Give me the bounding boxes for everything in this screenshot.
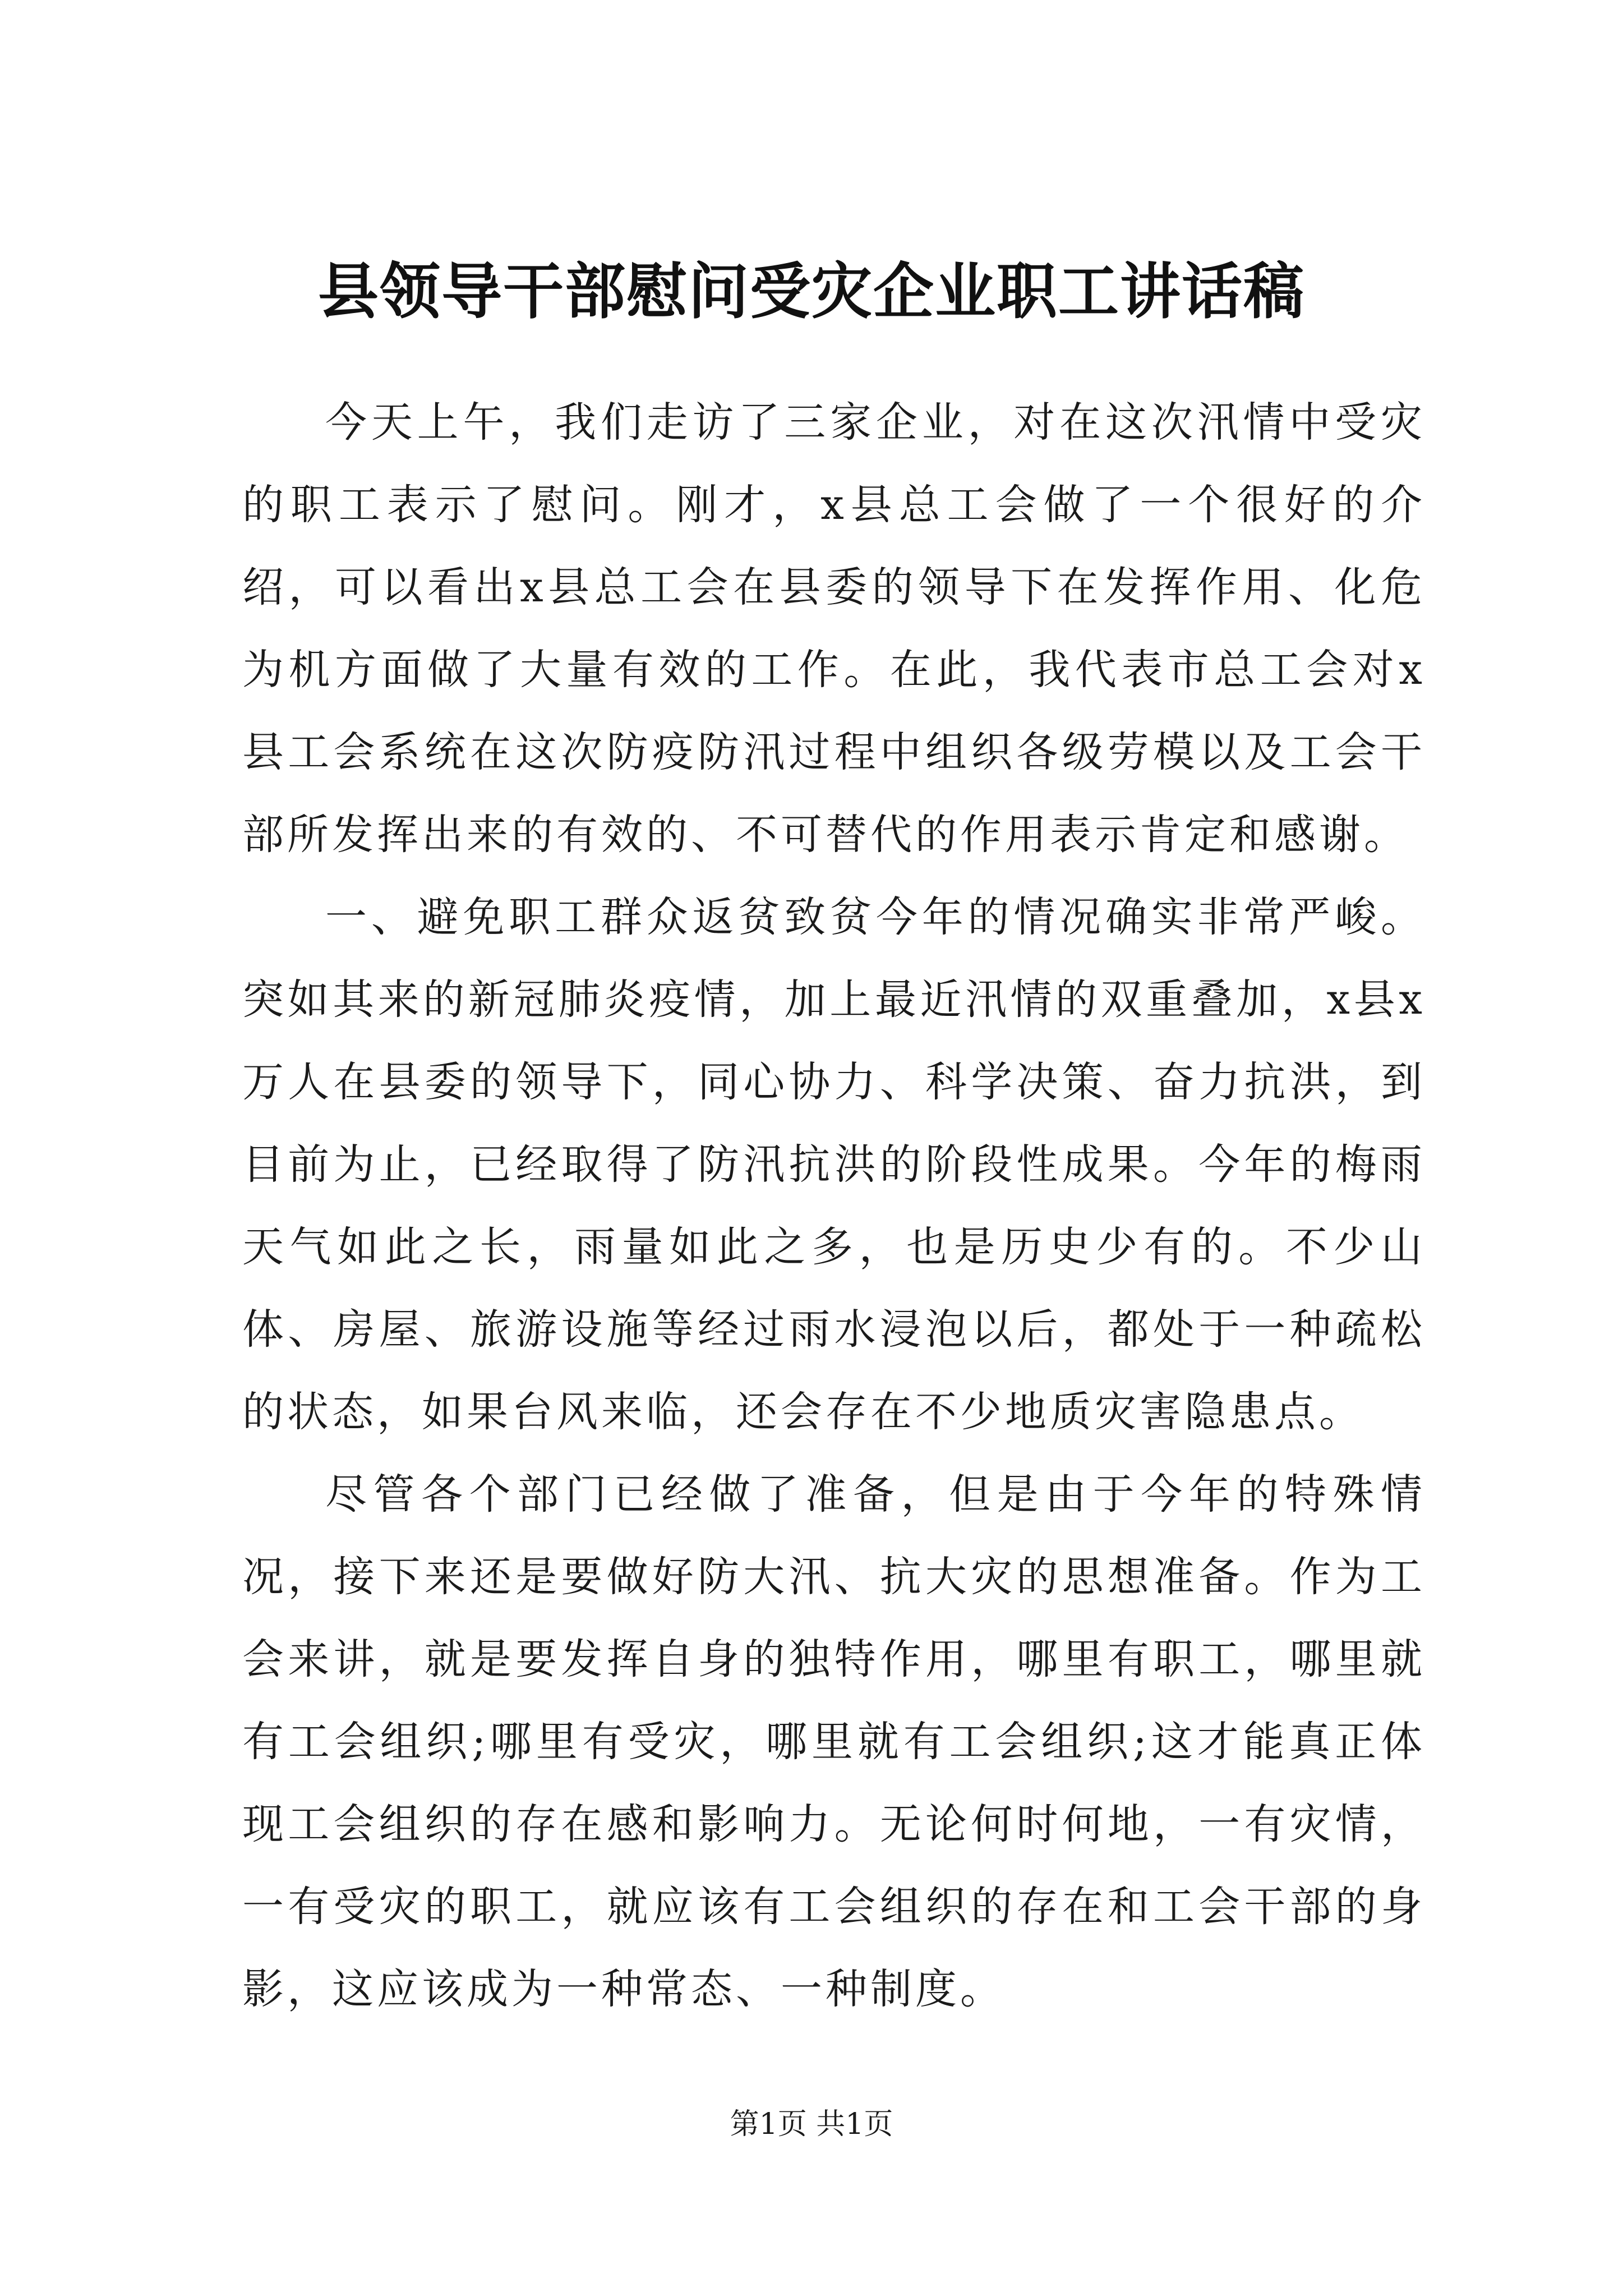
paragraph-intro: 今天上午，我们走访了三家企业，对在这次汛情中受灾的职工表示了慰问。刚才，x县总工会做了一个很好的介绍，可以看出x县总工会在县委的领导下在发挥作用、化危为机方面做了大量有效的工作。在此，我代表市总工会对x县工会系统在这次防疫防汛过程中组织各级劳模以及工会干部所发挥出来的有效的、不可替代的作用表示肯定和感谢。: [242, 398, 1426, 859]
paragraph-preparation: 尽管各个部门已经做了准备，但是由于今年的特殊情况，接下来还是要做好防大汛、抗大灾的思想准备。作为工会来讲，就是要发挥自身的独特作用，哪里有职工，哪里就有工会组织;哪里有受灾，哪里就有工会组织;这才能真正体现工会组织的存在感和影响力。无论何时何地，一有灾情，一有受灾的职工，就应该有工会组织的存在和工会干部的身影，这应该成为一种常态、一种制度。: [242, 1470, 1426, 2013]
paragraph-section-one: 一、避免职工群众返贫致贫今年的情况确实非常严峻。突如其来的新冠肺炎疫情，加上最近汛情的双重叠加，x县x万人在县委的领导下，同心协力、科学决策、奋力抗洪，到目前为止，已经取得了防汛抗洪的阶段性成果。今年的梅雨天气如此之长，雨量如此之多，也是历史少有的。不少山体、房屋、旅游设施等经过雨水浸泡以后，都处于一种疏松的状态，如果台风来临，还会存在不少地质灾害隐患点。: [242, 893, 1426, 1436]
page-number-footer: 第1页 共1页: [730, 2108, 893, 2141]
document-title: 县领导干部慰问受灾企业职工讲话稿: [317, 256, 1305, 327]
document-body: [242, 381, 1426, 2031]
